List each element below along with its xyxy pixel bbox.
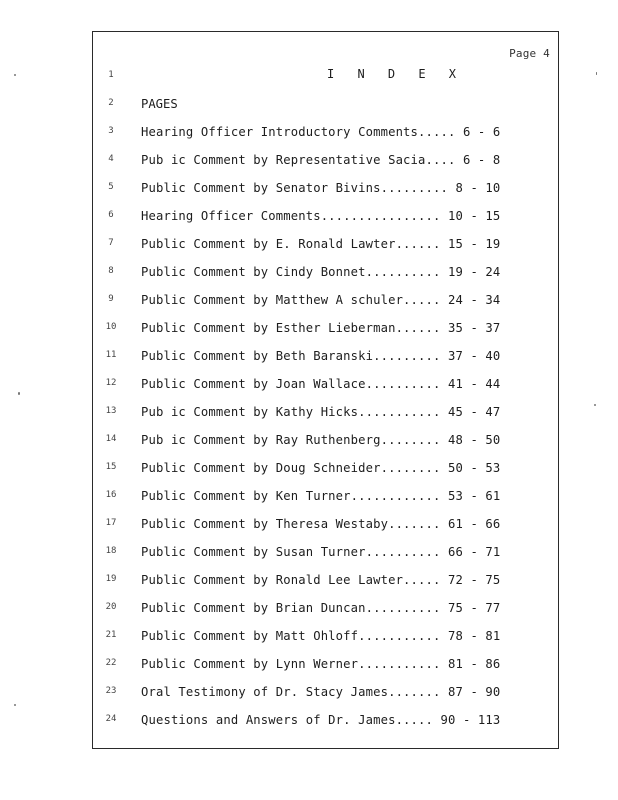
- line-number: 6: [108, 210, 114, 220]
- index-entry: Public Comment by Brian Duncan.......... 75 - 77: [141, 601, 501, 615]
- line-number: 12: [105, 378, 117, 388]
- line-number: 1: [108, 70, 114, 80]
- line-number: 19: [105, 574, 117, 584]
- index-entry: Pub ic Comment by Representative Sacia.... 6 - 8: [141, 153, 501, 167]
- line-number: 15: [105, 462, 117, 472]
- index-entry: Public Comment by Lynn Werner........... 81 - 86: [141, 657, 501, 671]
- line-number: 3: [108, 126, 114, 136]
- line-number: 4: [108, 154, 114, 164]
- index-entry: Public Comment by Cindy Bonnet.......... 19 - 24: [141, 265, 501, 279]
- scan-speck: [594, 404, 596, 406]
- line-number: 13: [105, 406, 117, 416]
- line-number: 5: [108, 182, 114, 192]
- line-number: 7: [108, 238, 114, 248]
- index-entry: Public Comment by Ronald Lee Lawter..... 72 - 75: [141, 573, 501, 587]
- line-number: 18: [105, 546, 117, 556]
- index-entry: Hearing Officer Introductory Comments..... 6 - 6: [141, 125, 501, 139]
- line-number: 8: [108, 266, 114, 276]
- line-number: 17: [105, 518, 117, 528]
- line-number: 21: [105, 630, 117, 640]
- index-entry: Questions and Answers of Dr. James..... 90 - 113: [141, 713, 501, 727]
- line-number: 20: [105, 602, 117, 612]
- index-entry: Pub ic Comment by Ray Ruthenberg........ 48 - 50: [141, 433, 501, 447]
- index-entry: Public Comment by Joan Wallace.......... 41 - 44: [141, 377, 501, 391]
- line-number: 24: [105, 714, 117, 724]
- line-number: 23: [105, 686, 117, 696]
- index-entry: Hearing Officer Comments................ 10 - 15: [141, 209, 501, 223]
- index-entry: Pub ic Comment by Kathy Hicks........... 45 - 47: [141, 405, 501, 419]
- index-entry: Public Comment by Senator Bivins......... 8 - 10: [141, 181, 501, 195]
- index-entry: Public Comment by E. Ronald Lawter...... 15 - 19: [141, 237, 501, 251]
- line-number: 22: [105, 658, 117, 668]
- index-entry: Public Comment by Susan Turner.......... 66 - 71: [141, 545, 501, 559]
- index-entry: Public Comment by Matt Ohloff........... 78 - 81: [141, 629, 501, 643]
- pages-heading: PAGES: [141, 97, 178, 111]
- line-number: 14: [105, 434, 117, 444]
- index-entry: Public Comment by Doug Schneider........ 50 - 53: [141, 461, 501, 475]
- index-title: I N D E X: [327, 67, 465, 81]
- line-number: 9: [108, 294, 114, 304]
- index-entry: Public Comment by Ken Turner............ 53 - 61: [141, 489, 501, 503]
- line-number: 10: [105, 322, 117, 332]
- index-entry: Public Comment by Esther Lieberman...... 35 - 37: [141, 321, 501, 335]
- index-entry: Public Comment by Theresa Westaby....... 61 - 66: [141, 517, 501, 531]
- line-number: 16: [105, 490, 117, 500]
- page-number: Page 4: [509, 47, 550, 60]
- line-number: 11: [105, 350, 117, 360]
- index-entry: Public Comment by Beth Baranski......... 37 - 40: [141, 349, 501, 363]
- scan-speck: [596, 72, 597, 75]
- line-number: 2: [108, 98, 114, 108]
- scan-speck: [18, 392, 20, 395]
- scan-speck: [14, 74, 16, 76]
- index-entry: Oral Testimony of Dr. Stacy James....... 87 - 90: [141, 685, 501, 699]
- index-entry: Public Comment by Matthew A schuler..... 24 - 34: [141, 293, 501, 307]
- scan-speck: [14, 704, 16, 706]
